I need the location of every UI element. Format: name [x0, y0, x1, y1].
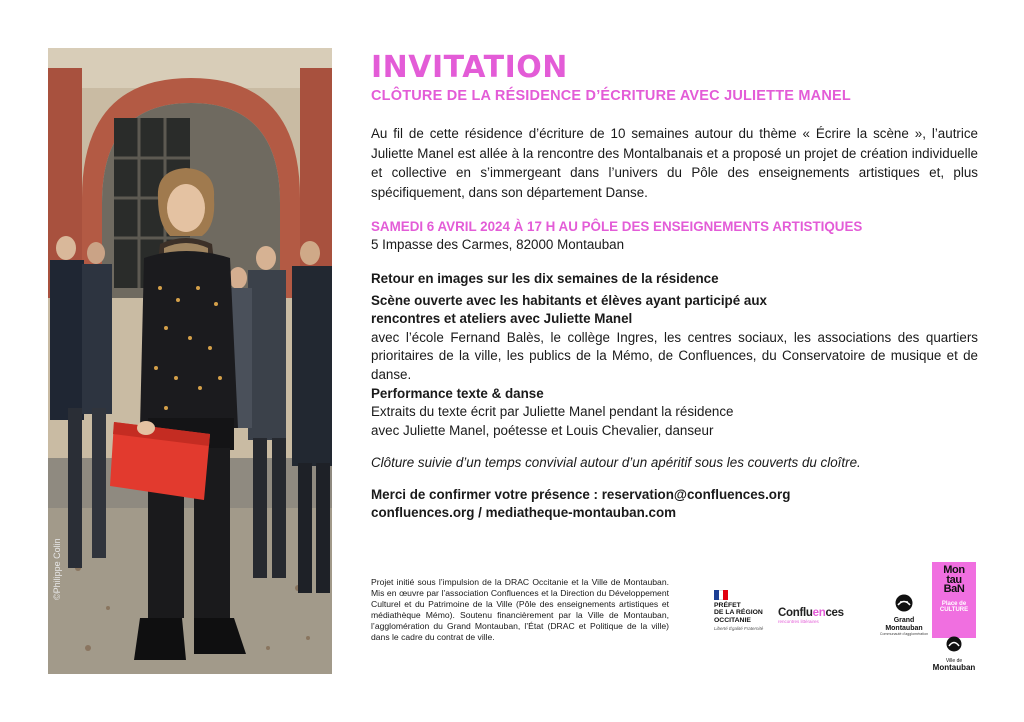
prefet-motto: Liberté Égalité Fraternité — [714, 626, 764, 632]
confluences-tagline: rencontres littéraires — [778, 619, 819, 624]
confluences-part-1: Conflu — [778, 607, 813, 619]
photo-illustration — [48, 48, 332, 674]
funding-note: Projet initié sous l’impulsion de la DRAC Occitanie et la Ville de Montauban. Mis en œuvre par l’association Confluences et la Direction du Développement Culturel et du Patrimoine de la Ville (Pôle des enseignements artistiques et médiathèque Mémo). Soutenu financièrement par la Ville de Montauban, l’agglomération du Grand Montauban, l’État (DRAC et Politique de la ville) dans le cadre du contrat de ville. — [371, 577, 669, 642]
closing-note: Clôture suivie d’un temps convivial autour d’un apéritif sous les couverts du cloître. — [371, 455, 861, 471]
mtb-word-3: BaN — [943, 583, 965, 596]
grand-montauban-logo — [879, 594, 929, 636]
grand-montauban-emblem-icon — [894, 594, 914, 612]
rsvp-line: Merci de confirmer votre présence : reservation@confluences.org — [371, 487, 791, 503]
prefet-line-3: OCCITANIE — [714, 616, 751, 624]
confluences-logo — [778, 607, 850, 624]
invitation-content — [371, 50, 978, 522]
place-de-culture — [932, 601, 976, 614]
mtb-place-line-2: CULTURE — [939, 607, 969, 614]
mtb-place-line-1: Place de — [941, 600, 967, 607]
grand-line-2: Montauban — [885, 624, 923, 632]
program-item-2-title: Scène ouverte avec les habitants et élèves ayant participé aux rencontres et ateliers avec Juliette Manel — [371, 292, 767, 327]
event-address: 5 Impasse des Carmes, 82000 Montauban — [371, 237, 625, 252]
program-item-3-line-1: Extraits du texte écrit par Juliette Manel pendant la résidence — [371, 404, 734, 420]
program-item-3-line-2: avec Juliette Manel, poétesse et Louis Chevalier, danseur — [371, 422, 714, 438]
prefet-occitanie-logo — [714, 590, 776, 640]
websites-line: confluences.org / mediatheque-montauban.com — [371, 505, 677, 521]
montauban-place-de-culture-logo — [932, 562, 976, 638]
program-item-1-title: Retour en images sur les dix semaines de la résidence — [371, 271, 719, 286]
confluences-wordmark — [778, 607, 850, 619]
grand-subtitle: Communauté d’agglomération — [879, 632, 929, 637]
invitation-subtitle: CLÔTURE DE LA RÉSIDENCE D’ÉCRITURE AVEC JULIETTE MANEL — [371, 88, 851, 104]
prefet-line-2: DE LA RÉGION — [714, 609, 763, 617]
french-flag-icon — [714, 590, 728, 600]
ville-small-label: Ville de — [945, 658, 963, 664]
program-item-2-desc: avec l’école Fernand Balès, le collège Ingres, les centres sociaux, les associations des quartiers prioritaires de la ville, les publics de la Mémo, de Confluences, du Conservatoire de musique et de danse. — [371, 329, 978, 382]
photo-credit: ©Philippe Colin — [52, 538, 62, 600]
event-date: SAMEDI 6 AVRIL 2024 À 17 H AU PÔLE DES ENSEIGNEMENTS ARTISTIQUES — [371, 219, 863, 234]
intro-paragraph: Au fil de cette résidence d’écriture de 10 semaines autour du thème « Écrire la scène », l’autrice Juliette Manel est allée à la rencontre des Montalbanais et a proposé un projet de création individuelle et collective en s’immergeant dans l’univers du Pôle des enseignements artistiques et, plus spécifiquement, dans son département Danse. — [371, 126, 978, 200]
ville-de-montauban-logo — [932, 636, 976, 672]
grand-line-1: Grand — [893, 617, 915, 624]
montauban-wordmark — [932, 562, 976, 595]
mtb-word-1: Mon — [943, 564, 965, 576]
rsvp-block — [371, 486, 978, 522]
ville-name: Montauban — [932, 663, 976, 672]
program-item-3-title: Performance texte & danse — [371, 385, 544, 401]
ville-emblem-icon — [945, 636, 963, 652]
mtb-word-2: tau — [946, 573, 962, 586]
cover-photo — [48, 48, 332, 674]
invitation-title: INVITATION — [371, 50, 568, 85]
confluences-part-2: en — [812, 607, 826, 619]
prefet-line-1: PRÉFET — [714, 602, 741, 609]
program — [371, 270, 978, 440]
confluences-part-3: ces — [825, 607, 844, 619]
